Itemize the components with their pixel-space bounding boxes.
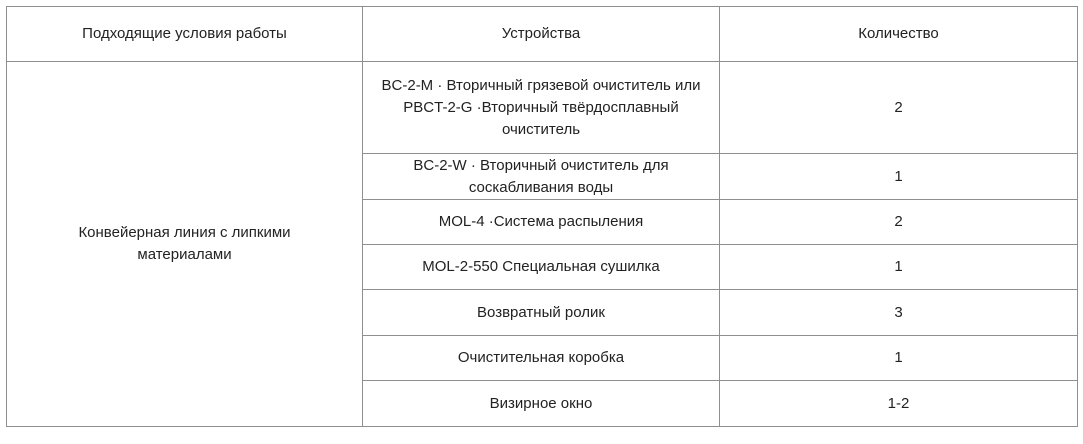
quantity-cell: 2	[720, 62, 1078, 154]
table-row	[7, 62, 1078, 154]
device-cell: BC-2-M · Вторичный грязевой очиститель или PBCT-2-G ·Вторичный твёрдосплавный очиститель	[363, 62, 720, 154]
device-cell: BC-2-W · Вторичный очиститель для соскабливания воды	[363, 154, 720, 200]
quantity-cell: 1	[720, 154, 1078, 200]
device-cell: MOL-4 ·Система распыления	[363, 200, 720, 245]
header-devices: Устройства	[363, 7, 720, 62]
header-quantity: Количество	[720, 7, 1078, 62]
device-cell: Очистительная коробка	[363, 336, 720, 381]
device-cell: MOL-2-550 Специальная сушилка	[363, 245, 720, 290]
quantity-cell: 1	[720, 245, 1078, 290]
quantity-cell: 1	[720, 336, 1078, 381]
quantity-cell: 3	[720, 290, 1078, 336]
device-cell: Визирное окно	[363, 381, 720, 427]
device-cell: Возвратный ролик	[363, 290, 720, 336]
header-working-conditions: Подходящие условия работы	[7, 7, 363, 62]
equipment-table-container	[6, 6, 1078, 427]
working-condition-cell: Конвейерная линия с липкими материалами	[7, 62, 363, 427]
quantity-cell: 2	[720, 200, 1078, 245]
quantity-cell: 1-2	[720, 381, 1078, 427]
table-header-row	[7, 7, 1078, 62]
equipment-table	[6, 6, 1078, 427]
